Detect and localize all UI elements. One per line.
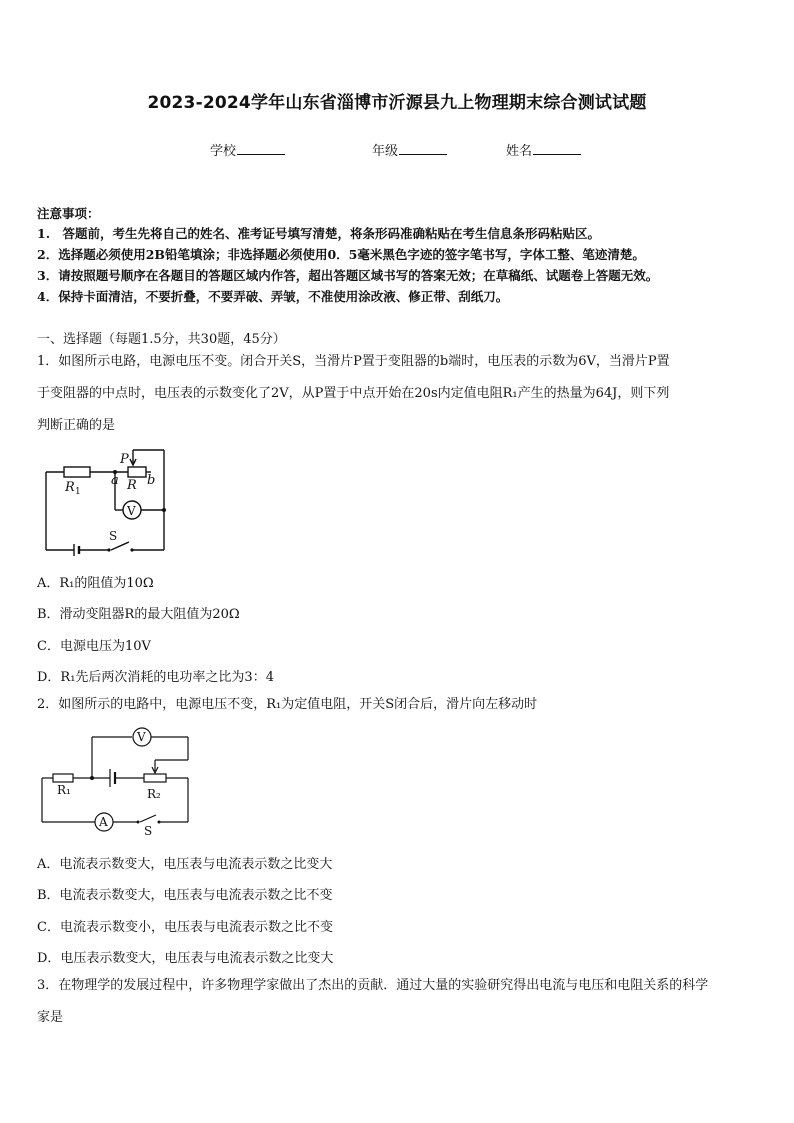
note-item-4: 4．保持卡面清洁，不要折叠，不要弄破、弄皱，不准使用涂改液、修正带、刮纸刀。 — [37, 289, 509, 304]
grade-label: 年级 — [372, 144, 399, 159]
q1-line-2: 于变阻器的中点时，电压表的示数变化了2V，从P置于中点开始在20s内定值电阻R₁产生的热量为64J，则下列 — [37, 386, 670, 401]
label-r1-2: R₁ — [57, 783, 71, 797]
name-label: 姓名 — [506, 144, 533, 159]
q2-option-b: B．电流表示数变大，电压表与电流表示数之比不变 — [37, 888, 333, 903]
q2-option-a: A．电流表示数变大，电压表与电流表示数之比变大 — [37, 857, 333, 872]
notes-heading: 注意事项： — [37, 206, 100, 221]
q2-option-d: D．电压表示数变大，电压表与电流表示数之比变大 — [37, 951, 334, 966]
label-s-2: S — [144, 824, 153, 838]
resistor-r1-symbol-2 — [53, 774, 73, 782]
q1-circuit-diagram — [38, 446, 170, 558]
q2-stem: 2．如图所示的电路中，电源电压不变，R₁为定值电阻，开关S闭合后，滑片向左移动时 — [37, 697, 538, 712]
label-r: R — [127, 478, 137, 493]
grade-blank — [399, 142, 447, 155]
label-s: S — [109, 529, 118, 543]
school-field — [210, 140, 285, 159]
section-heading: 一、选择题（每题1.5分，共30题，45分） — [37, 332, 286, 347]
rheostat-r2-symbol — [144, 774, 166, 782]
q1-option-c: C．电源电压为10V — [37, 639, 151, 654]
q1-line-3: 判断正确的是 — [37, 418, 116, 433]
q1-option-a: A．R₁的阻值为10Ω — [37, 576, 154, 591]
label-p: P — [120, 452, 129, 467]
label-a-2: A — [99, 815, 108, 829]
resistor-r1-symbol — [64, 467, 90, 477]
q2-circuit-diagram — [38, 726, 194, 838]
q3-line-2: 家是 — [37, 1010, 64, 1025]
label-v-2: V — [137, 730, 146, 744]
label-a: a — [111, 473, 119, 488]
q2-option-c: C．电流表示数变小，电压表与电流表示数之比不变 — [37, 920, 333, 935]
label-r1: R — [65, 480, 75, 495]
label-r2: R₂ — [147, 787, 161, 801]
q3-line-1: 3．在物理学的发展过程中，许多物理学家做出了杰出的贡献．通过大量的实验研究得出电流与电压和电阻关系的科学 — [37, 978, 709, 993]
label-b: b — [147, 473, 156, 488]
rheostat-symbol — [128, 467, 146, 477]
name-blank — [533, 142, 581, 155]
note-item-3: 3．请按照题号顺序在各题目的答题区域内作答，超出答题区域书写的答案无效；在草稿纸、试题卷上答题无效。 — [37, 268, 659, 283]
note-item-1: 1. 答题前，考生先将自己的姓名、准考证号填写清楚，将条形码准确粘贴在考生信息条形码粘贴区。 — [37, 226, 601, 241]
q1-option-d: D．R₁先后两次消耗的电功率之比为3：4 — [37, 670, 274, 685]
grade-field — [372, 140, 447, 159]
note-item-2: 2．选择题必须使用2B铅笔填涂；非选择题必须使用0．5毫米黑色字迹的签字笔书写，字体工整、笔迹清楚。 — [37, 247, 645, 262]
label-v: V — [127, 504, 136, 518]
label-r1-sub: 1 — [75, 487, 81, 497]
q1-option-b: B．滑动变阻器R的最大阻值为20Ω — [37, 607, 240, 622]
page-title: 2023-2024学年山东省淄博市沂源县九上物理期末综合测试试题 — [147, 93, 647, 113]
school-blank — [237, 142, 285, 155]
name-field — [506, 140, 581, 159]
school-label: 学校 — [210, 144, 237, 159]
q1-line-1: 1．如图所示电路，电源电压不变。闭合开关S，当滑片P置于变阻器的b端时，电压表的示数为6V，当滑片P置 — [37, 354, 670, 369]
